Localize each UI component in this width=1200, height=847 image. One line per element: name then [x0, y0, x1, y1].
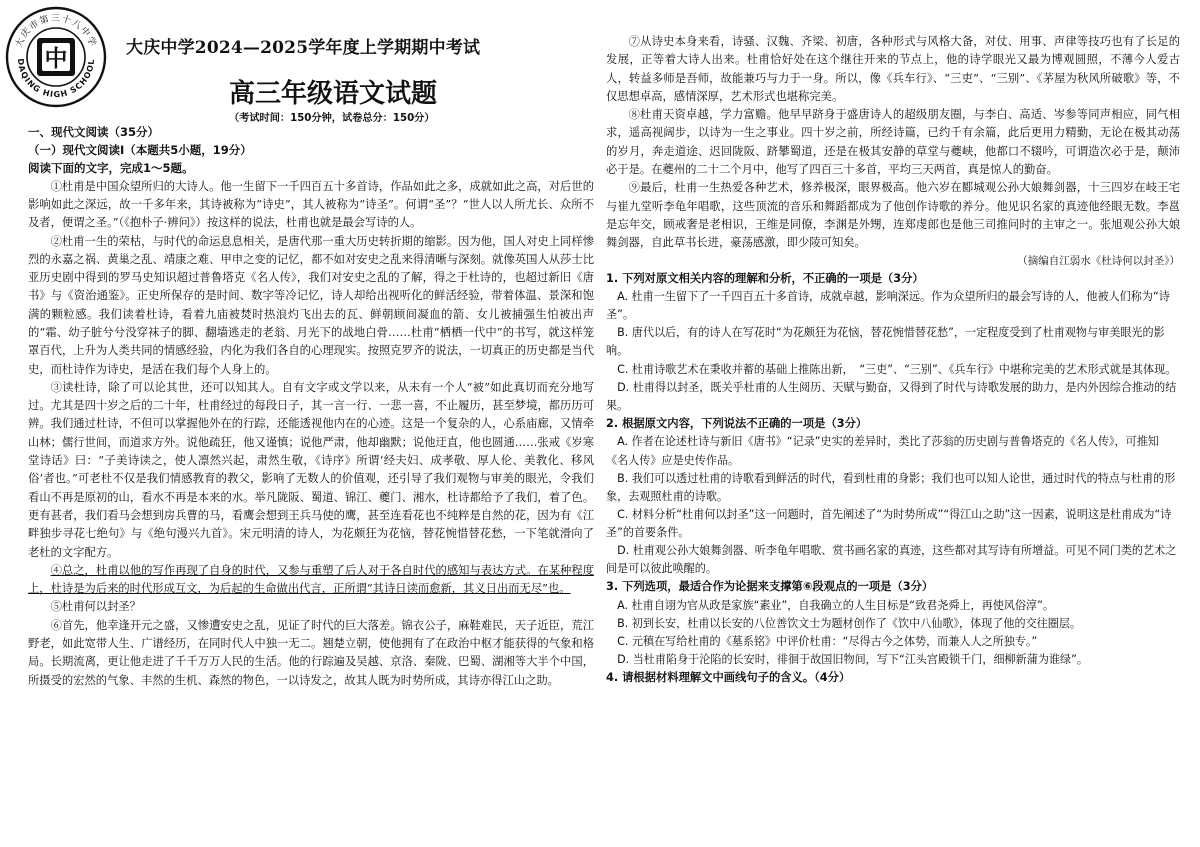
- svg-text:大庆市第三十八中学: 大庆市第三十八中学: [14, 14, 98, 49]
- subsection-heading: （一）现代文阅读Ⅰ（本题共5小题，19分）: [28, 143, 252, 158]
- question-1-option-c: C. 杜甫诗歌艺术在秉收并蓄的基础上推陈出新， “三吏”、“三别”、《兵车行》中堪称完美的艺术形式就是其体现。: [617, 362, 1177, 376]
- right-column: [606, 33, 1180, 688]
- paragraph-5: ⑤杜甫何以封圣？: [50, 600, 141, 614]
- question-1-option-b: B. 唐代以后，有的诗人在写花时“为花颇狂为花恼，替花惋惜替花愁”，一定程度受到了杜甫观物与审美眼光的影响。: [606, 326, 1165, 358]
- exam-title: 大庆中学2024—2025学年度上学期期中考试: [126, 38, 481, 58]
- question-2-stem: 2. 根据原文内容，下列说法不正确的一项是（3分）: [606, 416, 868, 430]
- question-3-option-b: B. 初到长安，杜甫以长安的八位善饮文士为题材创作了《饮中八仙歌》，体现了他的交往圈层。: [617, 616, 1082, 630]
- question-1-option-d: D. 杜甫得以封圣，既关乎杜甫的人生阅历、天赋与勤奋，又得到了时代与诗歌发展的助力，是内外因综合推动的结果。: [606, 380, 1177, 412]
- question-2-option-a: A. 作者在论述杜诗与新旧《唐书》“记录”史实的差异时，类比了莎翁的历史剧与普鲁塔克的《名人传》，可推知《名人传》应是史传作品。: [606, 435, 1159, 467]
- passage-source: （摘编自江弱水《杜诗何以封圣》）: [1017, 254, 1180, 267]
- paragraph-3: ③读杜诗，除了可以论其世，还可以知其人。自有文字或文学以来，从未有一个人“被”如此真切而充分地写过。尤其是四十岁之后的二十年，杜甫经过的每段日子，其一言一行、一悲一喜，不止履历，甚至梦境，都历历可辨。我们通过杜诗，不但可以掌握他外在的行踪，还能透视他内在的心迹。这是一个复杂的人，心系庙廊，又情牵山林；儒行世间，而道求方外。说他疏狂，他又谨慎；说他严肃，他却幽默；说他迂直，他也圆通……张戒《岁寒堂诗话》曰：“子美诗读之，使人凛然兴起，肃然生敬，《诗序》所谓‘经夫妇、成孝敬、厚人伦、美教化、移风俗’者也。”可老杜不仅是我们情感教育的教父，影响了无数人的价值观，还引导了我们观物与审美的眼光，令我们看山不再是原初的山，看水不再是本来的水。举凡陇阪、蜀道、锦江、夔门、湘水，杜诗都给予了我们，着了色。更有甚者，我们看马会想到房兵曹的马，看鹰会想到王兵马使的鹰，甚至连看花也不纯粹是自然的花，因为有《江畔独步寻花七绝句》与《绝句漫兴九首》。宋元明清的诗人，为花颇狂为花恼，替花惋惜替花愁，一下笔就滑向了老杜的文字配方。: [28, 380, 594, 559]
- question-1-stem: 1. 下列对原文相关内容的理解和分析，不正确的一项是（3分）: [606, 271, 924, 285]
- questions: [606, 270, 1180, 688]
- question-2-option-c: C. 材料分析“杜甫何以封圣”这一问题时，首先阐述了“为时势所成”“得江山之助”这一因素，说明这是杜甫成为“诗圣”的首要条件。: [606, 507, 1172, 539]
- reading-instruction: 阅读下面的文字，完成1～5题。: [28, 161, 194, 176]
- question-2-option-b: B. 我们可以透过杜甫的诗歌看到鲜活的时代，看到杜甫的身影；我们也可以知人论世，通过时代的特点与杜甫的形象，去观照杜甫的诗歌。: [606, 471, 1176, 503]
- paragraph-8: ⑧杜甫天资卓越，学力富赡。他早早跻身于盛唐诗人的超级朋友圈，与李白、高适、岑参等同声相应，同气相求，遥高视阔步，以诗为一生之事业。四十岁之前，所经诗篇，已约千有余篇，此后更用力精勤，无论在极其动荡的岁月，奔走道途、迟回陇阪、跻攀蜀道，还是在极其安静的草堂与夔峡，他都口不辍吟，可谓造次必于是，颠沛必于是。在夔州的二十二个月中，他写了四百三十多首，平均三天两首，真是惊人的勤奋。: [606, 108, 1180, 177]
- question-3-option-d: D. 当杜甫陷身于沦陷的长安时，徘徊于故国旧物间，写下“江头宫殿锁千门，细柳新蒲为谁绿”。: [617, 653, 1088, 667]
- paragraph-9: ⑨最后，杜甫一生热爱各种艺术，修养极深，眼界极高。他六岁在郾城观公孙大娘舞剑器，十三四岁在岐王宅与崔九堂听李龟年唱歌，这些顶流的音乐和舞蹈都成为了他创作诗歌的养分。他见识名家的真迹他经眼无数。李邕是忘年交，顾戒奢是老相识，王维是同僚，李渊是外甥，连郑虔郎也是他三司推问时的主审之一。张旭观公孙大娘舞剑器，自此草书长进，豪荡感激，即少陵可知矣。: [606, 181, 1180, 250]
- paper-title: 高三年级语文试题: [229, 79, 438, 109]
- section-heading: 一、现代文阅读（35分）: [28, 125, 160, 139]
- svg-text:DAQING HIGH SCHOOL: DAQING HIGH SCHOOL: [15, 58, 97, 100]
- question-3-stem: 3. 下列选项，最适合作为论据来支撑第⑥段观点的一项是（3分）: [606, 580, 934, 594]
- question-4-stem: 4. 请根据材料理解文中画线句子的含义。（4分）: [606, 671, 851, 685]
- paragraph-2: ②杜甫一生的荣枯，与时代的命运息息相关，是唐代那一重大历史转折期的缩影。因为他，国人对史上同样惨烈的永嘉之祸、黄巢之乱、靖康之难、甲申之变的记忆，都不如对安史之乱来得清晰与深刻。就像英国人从莎士比亚历史剧中得到的罗马史知识超过普鲁塔克《名人传》，我们对安史之乱的了解，得之于杜诗的，也超过新旧《唐书》与《资治通鉴》。正史所保存的是时间、数字等冷记忆，诗人却给出视听化的鲜活经验，带着体温、景深和饱满的颗粒感。我们读着杜诗，看着九庙被焚时热浪灼飞出去的瓦、鲜朝顾间凝血的箭、女儿被捕强生怕被出声的“霜、幼子脏兮兮没穿袜子的脚、翻墙逃走的老翁、月光下的战地白骨……杜甫“栖栖一代中”的书写，就这样笼罩百代，上升为人类共同的情感经验，内化为我们各自的心理现实。按照克罗齐的说法，一切真正的历史都是当代史，而杜诗作为诗史，是活在我们每个人身上的。: [28, 234, 594, 376]
- passage-right: [606, 33, 1180, 253]
- left-column: [28, 123, 594, 690]
- paragraph-6: ⑥首先，他幸逢开元之盛，又惨遭安史之乱，见证了时代的巨大落差。锦衣公子，麻鞋难民，天子近臣，荒江野老，如此宽带人生、广谱经历，在同时代人中独一无二。翘楚立朝，使他拥有了在政治中枢才能获得的气象和格局。长期流离，更让他走进了千千万万人民的生活。他的行踪遍及吴越、京洛、秦陇、巴蜀、湖湘等大半个中国，所摄受的宏然的气象、丰然的生机、森然的物色，一以诗发之，故其人既为时势所成，其诗亦得江山之助。: [28, 618, 594, 687]
- exam-info: （考试时间：150分钟，试卷总分：150分）: [229, 113, 435, 124]
- question-2-option-d: D. 杜甫观公孙大娘舞剑器、听李龟年唱歌、赏书画名家的真迹，这些都对其写诗有所增益。可见不同门类的艺术之间是可以彼此唤醒的。: [606, 543, 1177, 576]
- svg-text:中: 中: [44, 45, 68, 72]
- paragraph-1: ①杜甫是中国众望所归的大诗人。他一生留下一千四百五十多首诗，作品如此之多，成就如此之高，对后世的影响如此之深远，故一千多年来，其诗被称为“诗史”，其人被称为“诗圣”。何谓“圣”？“世人以人所尤长、众所不及者，便谓之圣。”（《抱朴子·辨问》）按这样的说法，杜甫也就是最会写诗的人。: [28, 179, 594, 230]
- paragraph-7: ⑦从诗史本身来看，诗骚、汉魏、齐梁、初唐，各种形式与风格大备，对仗、用事、声律等技巧也有了长足的发展，正等着大诗人出来。杜甫恰好处在这个继往开来的节点上，他的诗学眼光又最为博观圆照，不薄今人爱古人，转益多师是吾师，故能兼巧与力于一身。所以，像《兵车行》、“三吏”、“三别”、《茅屋为秋风所破歌》等，不仅思想卓高，感情深厚，艺术形式也堪称完美。: [606, 35, 1180, 103]
- question-3-option-c: C. 元稹在写给杜甫的《墓系铭》中评价杜甫：“尽得古今之体势，而兼人人之所独专。”: [617, 634, 1038, 648]
- passage-left: [28, 178, 594, 690]
- question-3-option-a: A. 杜甫自诩为官从政是家族“素业”，自我确立的人生目标是“致君尧舜上，再使风俗淳”。: [617, 598, 1054, 612]
- paragraph-4-underlined: ④总之，杜甫以他的写作再现了自身的时代，又参与重塑了后人对于各自时代的感知与表达方式。在某种程度上，杜诗是为后来的时代形成互文，为后起的生命做出代言，正所谓“其诗日读而愈新，其义日出而无尽”也。: [28, 563, 594, 596]
- question-1-option-a: A. 杜甫一生留下了一千四百五十多首诗，成就卓越，影响深远。作为众望所归的最会写诗的人，他被人们称为“诗圣”。: [606, 290, 1170, 322]
- school-seal-logo: [4, 5, 108, 109]
